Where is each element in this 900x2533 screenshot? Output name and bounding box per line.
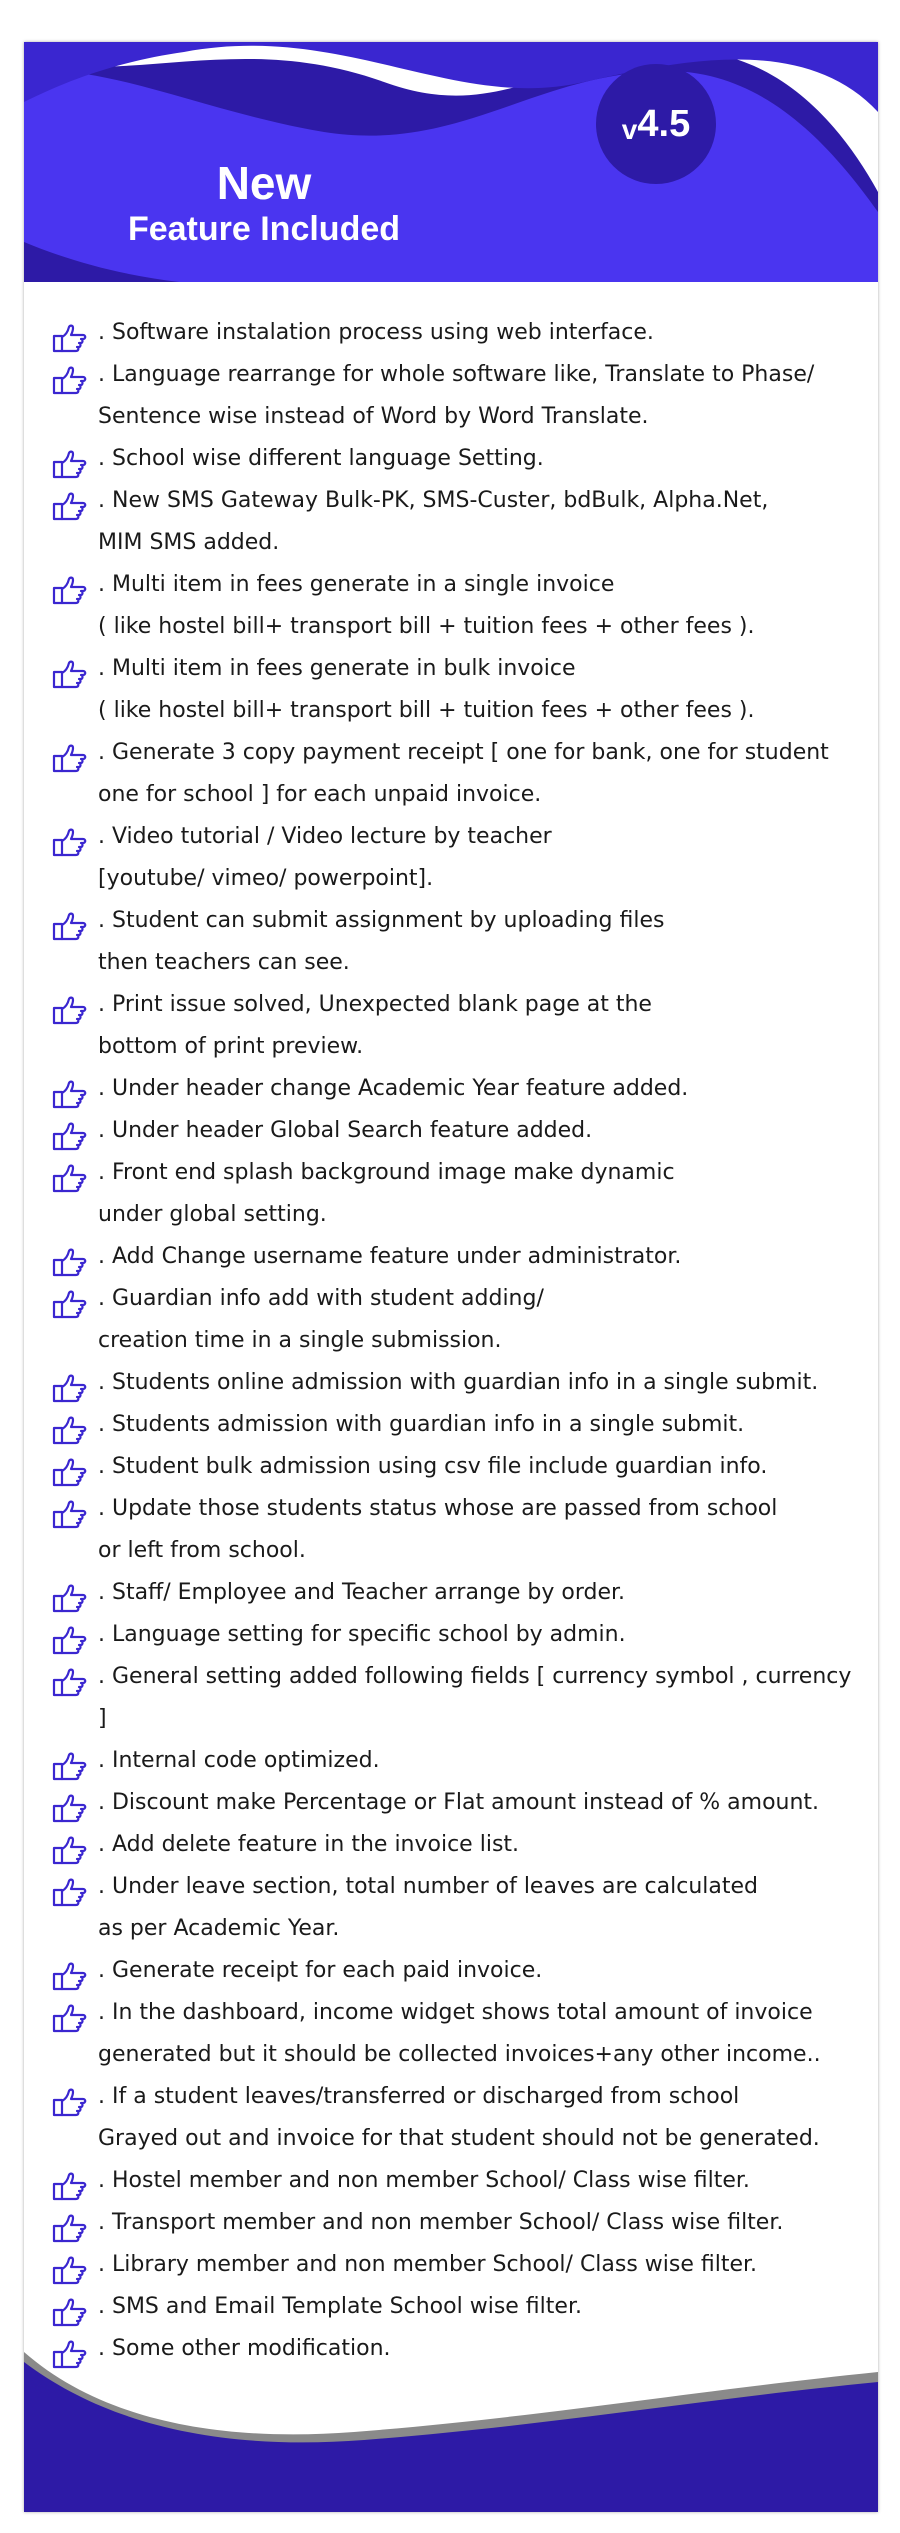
feature-text — [98, 1824, 519, 1866]
feature-text — [98, 1656, 862, 1740]
feature-item — [52, 1824, 862, 1866]
hand-pointing-right-icon — [52, 2004, 88, 2034]
feature-line: . Update those students status whose are passed from school — [98, 1496, 778, 1521]
feature-text — [98, 1152, 675, 1236]
feature-text — [98, 1572, 625, 1614]
feature-line: . Students online admission with guardian info in a single submit. — [98, 1370, 819, 1395]
feature-line: one for school ] for each unpaid invoice. — [98, 782, 542, 807]
hand-pointing-right-icon — [52, 492, 88, 522]
hand-pointing-right-icon — [52, 1962, 88, 1992]
feature-line: generated but it should be collected invoices+any other income.. — [98, 2042, 821, 2067]
feature-line: . Multi item in fees generate in a single invoice — [98, 572, 615, 597]
feature-text — [98, 816, 552, 900]
hand-pointing-right-icon — [52, 744, 88, 774]
feature-line: . Front end splash background image make dynamic — [98, 1160, 675, 1185]
feature-item — [52, 1068, 862, 1110]
feature-line: . Generate receipt for each paid invoice. — [98, 1958, 543, 1983]
feature-line: as per Academic Year. — [98, 1916, 340, 1941]
feature-line: . Multi item in fees generate in bulk invoice — [98, 656, 576, 681]
title-sub: Feature Included — [127, 210, 401, 248]
feature-line: MIM SMS added. — [98, 530, 280, 555]
feature-item — [52, 1362, 862, 1404]
feature-text — [98, 2202, 783, 2244]
feature-text — [98, 564, 754, 648]
feature-text — [98, 312, 654, 354]
feature-line: . Student can submit assignment by uploading files — [98, 908, 665, 933]
feature-text — [98, 1110, 592, 1152]
feature-item — [52, 1782, 862, 1824]
feature-item — [52, 1656, 862, 1740]
feature-item — [52, 1614, 862, 1656]
hand-pointing-right-icon — [52, 660, 88, 690]
feature-line: . Under header change Academic Year feature added. — [98, 1076, 689, 1101]
feature-text — [98, 1362, 818, 1404]
hand-pointing-right-icon — [52, 1584, 88, 1614]
feature-line: [youtube/ vimeo/ powerpoint]. — [98, 866, 434, 891]
feature-line: . General setting added following fields [ currency symbol , currency ] — [98, 1664, 852, 1731]
feature-item — [52, 354, 862, 438]
feature-line: Grayed out and invoice for that student should not be generated. — [98, 2126, 820, 2151]
feature-line: ( like hostel bill+ transport bill + tuition fees + other fees ). — [98, 614, 755, 639]
hand-pointing-right-icon — [52, 912, 88, 942]
feature-item — [52, 2076, 862, 2160]
feature-item — [52, 1572, 862, 1614]
version-badge — [596, 64, 716, 184]
feature-line: . Under leave section, total number of leaves are calculated — [98, 1874, 758, 1899]
feature-text — [98, 1950, 542, 1992]
feature-line: . Print issue solved, Unexpected blank page at the — [98, 992, 652, 1017]
feature-item — [52, 732, 862, 816]
hand-pointing-right-icon — [52, 1122, 88, 1152]
hand-pointing-right-icon — [52, 828, 88, 858]
feature-line: bottom of print preview. — [98, 1034, 364, 1059]
feature-line: . Language rearrange for whole software like, Translate to Phase/ — [98, 362, 815, 387]
version-prefix: v — [621, 114, 638, 145]
feature-text — [98, 2244, 757, 2286]
feature-text — [98, 1236, 681, 1278]
feature-line: then teachers can see. — [98, 950, 350, 975]
hand-pointing-right-icon — [52, 1878, 88, 1908]
feature-item — [52, 438, 862, 480]
feature-line: . Generate 3 copy payment receipt [ one for bank, one for student — [98, 740, 829, 765]
feature-text — [98, 1446, 767, 1488]
hand-pointing-right-icon — [52, 1080, 88, 1110]
feature-line: . Software instalation process using web interface. — [98, 320, 654, 345]
feature-line: . Staff/ Employee and Teacher arrange by order. — [98, 1580, 626, 1605]
feature-line: . In the dashboard, income widget shows total amount of invoice — [98, 2000, 813, 2025]
feature-item — [52, 1992, 862, 2076]
hand-pointing-right-icon — [52, 450, 88, 480]
feature-item — [52, 1950, 862, 1992]
feature-line: under global setting. — [98, 1202, 327, 1227]
feature-line: . Video tutorial / Video lecture by teacher — [98, 824, 552, 849]
feature-text — [98, 354, 814, 438]
hand-pointing-right-icon — [52, 1374, 88, 1404]
title-main: New — [216, 157, 312, 209]
feature-text — [98, 438, 544, 480]
feature-line: Sentence wise instead of Word by Word Translate. — [98, 404, 649, 429]
hand-pointing-right-icon — [52, 1752, 88, 1782]
hand-pointing-right-icon — [52, 1500, 88, 1530]
feature-text — [98, 1992, 821, 2076]
feature-item — [52, 1866, 862, 1950]
hand-pointing-right-icon — [52, 996, 88, 1026]
feature-line: . Add delete feature in the invoice list. — [98, 1832, 520, 1857]
feature-text — [98, 984, 652, 1068]
feature-item — [52, 1446, 862, 1488]
feature-item — [52, 1110, 862, 1152]
feature-item — [52, 1488, 862, 1572]
feature-line: . New SMS Gateway Bulk-PK, SMS-Custer, bdBulk, Alpha.Net, — [98, 488, 769, 513]
feature-item — [52, 900, 862, 984]
feature-line: . Add Change username feature under administrator. — [98, 1244, 682, 1269]
feature-item — [52, 984, 862, 1068]
feature-text — [98, 1866, 758, 1950]
feature-text — [98, 732, 829, 816]
feature-text — [98, 1278, 544, 1362]
feature-line: . Discount make Percentage or Flat amount instead of % amount. — [98, 1790, 820, 1815]
hand-pointing-right-icon — [52, 1290, 88, 1320]
feature-item — [52, 2244, 862, 2286]
hand-pointing-right-icon — [52, 1626, 88, 1656]
hand-pointing-right-icon — [52, 1248, 88, 1278]
feature-item — [52, 2202, 862, 2244]
feature-text — [98, 1488, 777, 1572]
feature-text — [98, 480, 768, 564]
feature-line: . Transport member and non member School/ Class wise filter. — [98, 2210, 784, 2235]
feature-line: or left from school. — [98, 1538, 306, 1563]
feature-line: . If a student leaves/transferred or discharged from school — [98, 2084, 740, 2109]
feature-line: . Hostel member and non member School/ Class wise filter. — [98, 2168, 750, 2193]
hand-pointing-right-icon — [52, 1458, 88, 1488]
feature-text — [98, 900, 664, 984]
feature-item — [52, 1740, 862, 1782]
hand-pointing-right-icon — [52, 2256, 88, 2286]
feature-item — [52, 648, 862, 732]
feature-line: ( like hostel bill+ transport bill + tuition fees + other fees ). — [98, 698, 755, 723]
hand-pointing-right-icon — [52, 2088, 88, 2118]
feature-item — [52, 1404, 862, 1446]
hand-pointing-right-icon — [52, 2214, 88, 2244]
feature-item — [52, 1152, 862, 1236]
feature-line: . Some other modification. — [98, 2336, 391, 2361]
feature-line: . Library member and non member School/ Class wise filter. — [98, 2252, 758, 2277]
version-number: 4.5 — [637, 102, 691, 145]
feature-text — [98, 2076, 820, 2160]
feature-list — [52, 312, 862, 2370]
hand-pointing-right-icon — [52, 366, 88, 396]
feature-card — [24, 42, 878, 2512]
hand-pointing-right-icon — [52, 1836, 88, 1866]
hand-pointing-right-icon — [52, 2172, 88, 2202]
hand-pointing-right-icon — [52, 1164, 88, 1194]
feature-line: . Under header Global Search feature added. — [98, 1118, 593, 1143]
hand-pointing-right-icon — [52, 324, 88, 354]
hand-pointing-right-icon — [52, 1794, 88, 1824]
hand-pointing-right-icon — [52, 576, 88, 606]
feature-line: . Language setting for specific school by admin. — [98, 1622, 626, 1647]
footer-wave-art — [24, 2312, 878, 2512]
feature-line: . Internal code optimized. — [98, 1748, 380, 1773]
feature-item — [52, 480, 862, 564]
hand-pointing-right-icon — [52, 1416, 88, 1446]
feature-item — [52, 816, 862, 900]
title-block — [104, 157, 424, 249]
feature-line: . SMS and Email Template School wise filter. — [98, 2294, 582, 2319]
feature-item — [52, 1236, 862, 1278]
feature-item — [52, 1278, 862, 1362]
feature-text — [98, 2160, 750, 2202]
feature-line: . Students admission with guardian info in a single submit. — [98, 1412, 745, 1437]
feature-line: . School wise different language Setting. — [98, 446, 544, 471]
feature-item — [52, 2160, 862, 2202]
feature-line: creation time in a single submission. — [98, 1328, 502, 1353]
feature-line: . Student bulk admission using csv file include guardian info. — [98, 1454, 768, 1479]
feature-text — [98, 648, 754, 732]
feature-line: . Guardian info add with student adding/ — [98, 1286, 544, 1311]
hand-pointing-right-icon — [52, 1668, 88, 1698]
feature-text — [98, 1782, 819, 1824]
feature-item — [52, 312, 862, 354]
feature-text — [98, 1740, 380, 1782]
feature-text — [98, 1404, 744, 1446]
feature-text — [98, 1614, 626, 1656]
feature-item — [52, 564, 862, 648]
feature-text — [98, 1068, 688, 1110]
